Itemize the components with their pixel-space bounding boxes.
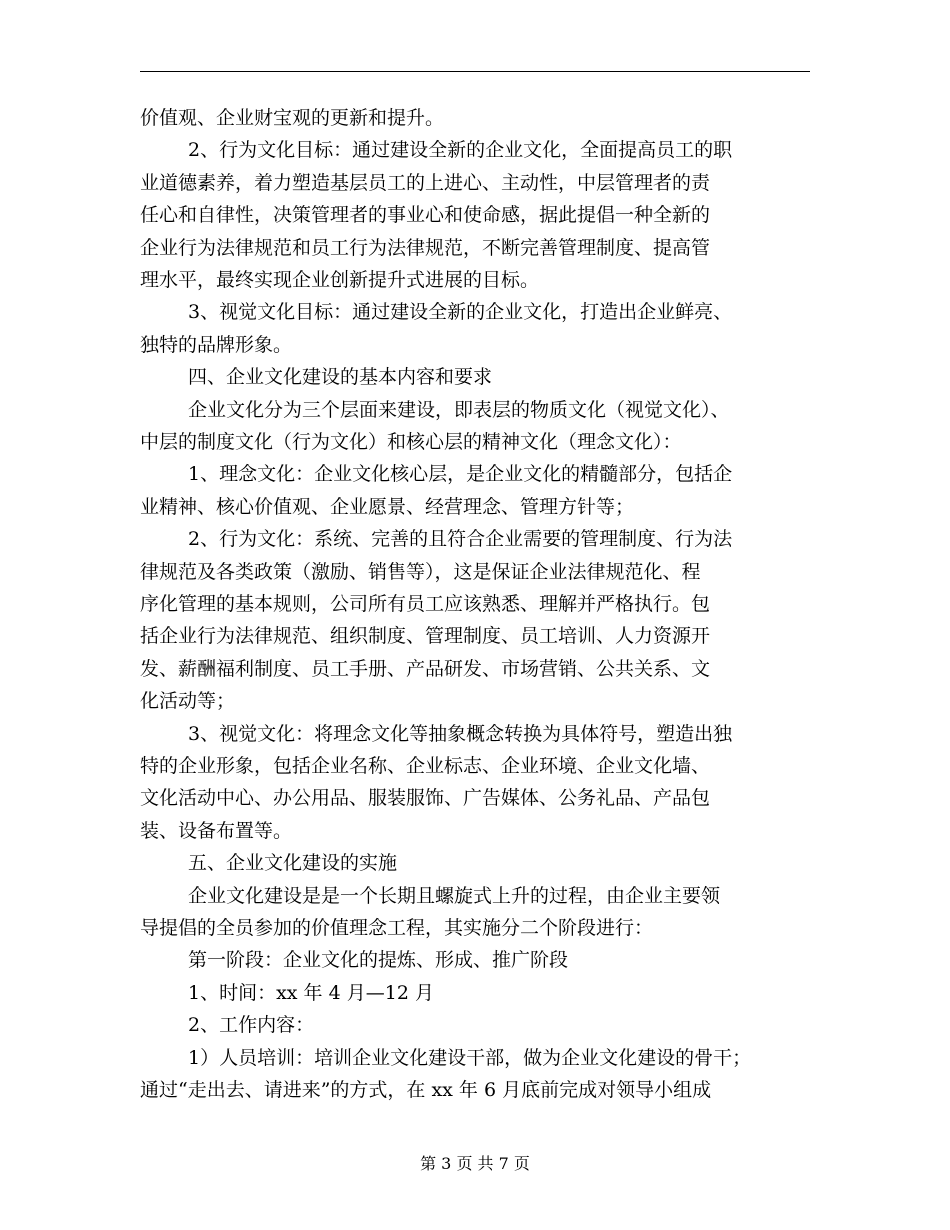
text-line: 3、视觉文化目标：通过建设全新的企业文化，打造出企业鲜亮、 <box>188 301 733 324</box>
text-line: 中层的制度文化（行为文化）和核心层的精神文化（理念文化）： <box>140 431 682 453</box>
text-line: 导提倡的全员参加的价值理念工程，其实施分二个阶段进行： <box>140 917 654 939</box>
text-line: 1）人员培训：培训企业文化建设干部，做为企业文化建设的骨干； <box>188 1046 752 1069</box>
text-line: 通过“走出去、请进来”的方式，在 xx 年 6 月底前完成对领导小组成 <box>140 1079 712 1101</box>
text-line: 企业文化分为三个层面来建设，即表层的物质文化（视觉文化）、 <box>188 398 730 421</box>
text-line: 文化活动中心、办公用品、服装服饰、广告媒体、公务礼品、产品包 <box>140 787 711 810</box>
text-line: 序化管理的基本规则，公司所有员工应该熟悉、理解并严格执行。包 <box>140 593 711 615</box>
text-line: 律规范及各类政策（激励、销售等），这是保证企业法律规范化、程 <box>140 560 701 583</box>
text-line: 2、工作内容： <box>188 1014 315 1037</box>
text-line: 五、企业文化建设的实施 <box>188 852 398 875</box>
text-line: 化活动等； <box>140 690 236 713</box>
text-line: 1、理念文化：企业文化核心层，是企业文化的精髓部分，包括企 <box>188 463 733 486</box>
text-line: 发、薪酬福利制度、员工手册、产品研发、市场营销、公共关系、文 <box>140 657 711 680</box>
text-line: 独特的品牌形象。 <box>140 333 293 356</box>
text-line: 2、行为文化目标：通过建设全新的企业文化，全面提高员工的职 <box>188 139 733 162</box>
text-line: 理水平，最终实现企业创新提升式进展的目标。 <box>140 269 540 291</box>
text-line: 3、视觉文化：将理念文化等抽象概念转换为具体符号，塑造出独 <box>188 722 733 745</box>
text-line: 装、设备布置等。 <box>140 819 293 842</box>
text-line: 价值观、企业财宝观的更新和提升。 <box>140 107 445 129</box>
text-line: 业精神、核心价值观、企业愿景、经营理念、管理方针等； <box>140 495 635 518</box>
text-line: 第一阶段：企业文化的提炼、形成、推广阶段 <box>188 949 569 972</box>
text-line: 任心和自律性，决策管理者的事业心和使命感，据此提倡一种全新的 <box>140 204 711 227</box>
text-line: 2、行为文化：系统、完善的且符合企业需要的管理制度、行为法 <box>188 528 733 551</box>
text-line: 四、企业文化建设的基本内容和要求 <box>188 366 493 389</box>
text-line: 特的企业形象，包括企业名称、企业标志、企业环境、企业文化墙、 <box>140 755 711 777</box>
page-number: 第 3 页 共 7 页 <box>420 1154 530 1173</box>
text-line: 企业文化建设是是一个长期且螺旋式上升的过程，由企业主要领 <box>188 884 721 907</box>
text-line: 1、时间：xx 年 4 月—12 月 <box>188 981 434 1004</box>
text-line: 括企业行为法律规范、组织制度、管理制度、员工培训、人力资源开 <box>140 625 711 648</box>
text-line: 企业行为法律规范和员工行为法律规范，不断完善管理制度、提高管 <box>140 236 711 259</box>
text-line: 业道德素养，着力塑造基层员工的上进心、主动性，中层管理者的责 <box>140 171 711 194</box>
header-rule <box>140 71 810 72</box>
